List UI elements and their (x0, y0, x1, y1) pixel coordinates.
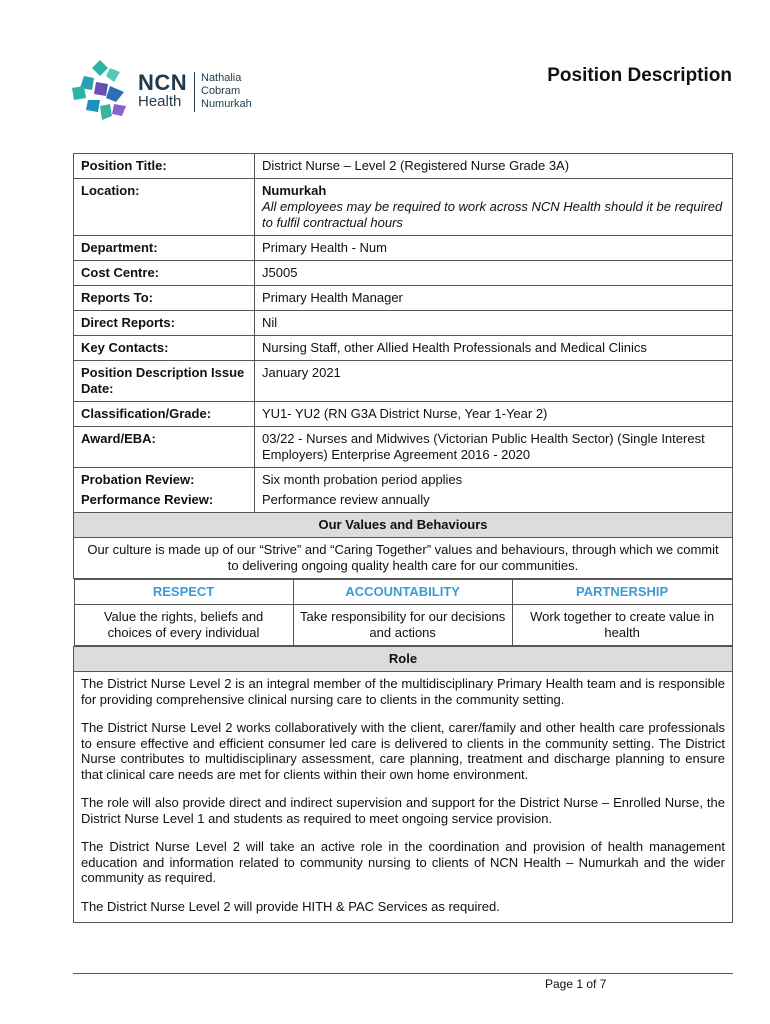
field-label: Cost Centre: (74, 261, 255, 286)
role-paragraph: The District Nurse Level 2 works collaboratively with the client, carer/family and other health care professionals to ensure effective and efficient consumer led care is delivered to clients in the community setting. The District Nurse contributes to multidisciplinary assessment, care planning, treatment and discharge planning to ensure that clinical care needs are met for clients within their own home environment. (81, 720, 725, 782)
field-value: Nursing Staff, other Allied Health Professionals and Medical Clinics (255, 336, 733, 361)
field-label (74, 468, 255, 513)
table-row (74, 236, 733, 261)
field-label: Key Contacts: (74, 336, 255, 361)
location-value: Numurkah (262, 183, 327, 198)
performance-value: Performance review annually (262, 492, 430, 507)
field-value: Primary Health Manager (255, 286, 733, 311)
role-description (74, 672, 733, 923)
field-value: January 2021 (255, 361, 733, 402)
field-value: 03/22 - Nurses and Midwives (Victorian Public Health Sector) (Single Interest Employers) Enterprise Agreement 2016 - 2020 (255, 427, 733, 468)
probation-value: Six month probation period applies (262, 472, 463, 487)
table-row (74, 154, 733, 179)
page-number: Page 1 of 7 (545, 977, 607, 991)
value-desc-respect: Value the rights, beliefs and choices of every individual (74, 605, 293, 646)
table-row (74, 647, 733, 672)
values-section-heading: Our Values and Behaviours (74, 513, 733, 538)
value-desc-accountability: Take responsibility for our decisions and actions (293, 605, 512, 646)
field-label: Classification/Grade: (74, 402, 255, 427)
table-row (74, 468, 733, 513)
ncn-logo-mark-icon (70, 58, 132, 124)
table-row (74, 579, 733, 647)
field-label: Position Title: (74, 154, 255, 179)
role-paragraph: The District Nurse Level 2 will provide HITH & PAC Services as required. (81, 898, 500, 914)
footer-divider (73, 973, 733, 974)
table-row (74, 672, 733, 923)
field-label: Award/EBA: (74, 427, 255, 468)
field-value (255, 179, 733, 236)
logo-ncn-text: NCN (138, 70, 188, 95)
table-row (74, 513, 733, 538)
location-note: All employees may be required to work across NCN Health should it be required to fulfil contractual hours (262, 199, 723, 230)
value-name-respect: RESPECT (74, 580, 293, 605)
values-grid-cell (74, 579, 733, 647)
values-intro: Our culture is made up of our “Strive” and “Caring Together” values and behaviours, through which we commit to delivering ongoing quality health care for our communities. (74, 538, 733, 579)
table-row (74, 427, 733, 468)
values-grid (74, 579, 733, 646)
field-label: Position Description Issue Date: (74, 361, 255, 402)
field-value: J5005 (255, 261, 733, 286)
table-row (74, 286, 733, 311)
table-row (74, 361, 733, 402)
logo-place-cobram: Cobram (201, 85, 241, 97)
ncn-health-logo (70, 58, 270, 124)
document-title: Position Description (547, 65, 732, 86)
table-row (74, 311, 733, 336)
logo-divider (194, 72, 195, 112)
field-value: Primary Health - Num (255, 236, 733, 261)
table-row (74, 605, 732, 646)
value-desc-partnership: Work together to create value in health (512, 605, 732, 646)
probation-label: Probation Review: (81, 472, 195, 487)
table-row (74, 261, 733, 286)
role-section-heading: Role (74, 647, 733, 672)
role-paragraph: The District Nurse Level 2 is an integral member of the multidisciplinary Primary Health team and is responsible for providing comprehensive clinical nursing care to clients in the community setting. (81, 676, 725, 707)
field-label: Reports To: (74, 286, 255, 311)
table-row (74, 538, 733, 579)
field-value (255, 468, 733, 513)
table-row (74, 402, 733, 427)
logo-place-numurkah: Numurkah (201, 98, 252, 110)
field-value: Nil (255, 311, 733, 336)
value-name-accountability: ACCOUNTABILITY (293, 580, 512, 605)
table-row (74, 336, 733, 361)
logo-health-text: Health (138, 93, 182, 110)
field-label: Direct Reports: (74, 311, 255, 336)
position-details-table (73, 153, 733, 923)
field-value: District Nurse – Level 2 (Registered Nurse Grade 3A) (255, 154, 733, 179)
field-value: YU1- YU2 (RN G3A District Nurse, Year 1-Year 2) (255, 402, 733, 427)
role-paragraph: The role will also provide direct and indirect supervision and support for the District Nurse – Enrolled Nurse, the District Nurse Level 1 and students as required to meet ongoing service provision. (81, 795, 725, 826)
performance-label: Performance Review: (81, 492, 214, 507)
table-row (74, 179, 733, 236)
table-row (74, 580, 732, 605)
role-paragraph: The District Nurse Level 2 will take an active role in the coordination and provision of health management education and information related to community nursing to clients of NCN Health – Numurkah and the wider community as required. (81, 839, 725, 885)
field-label: Location: (74, 179, 255, 236)
logo-places (201, 72, 252, 111)
logo-place-nathalia: Nathalia (201, 72, 242, 84)
value-name-partnership: PARTNERSHIP (512, 580, 732, 605)
field-label: Department: (74, 236, 255, 261)
